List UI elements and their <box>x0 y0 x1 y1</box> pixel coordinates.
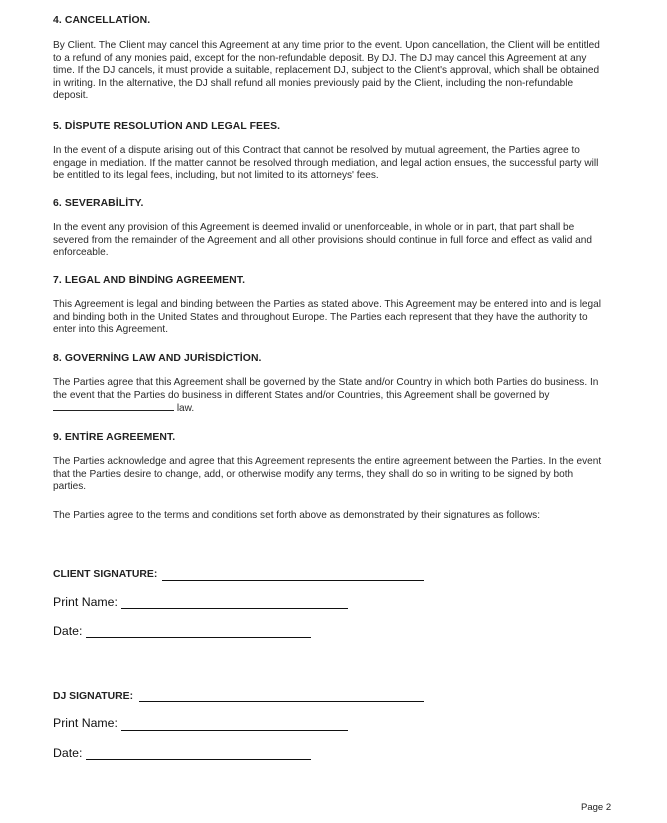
dj-signature-label: DJ SIGNATURE: <box>53 691 134 702</box>
governing-law-suffix: law. <box>176 403 195 414</box>
dj-signature-line[interactable] <box>139 701 424 702</box>
section-body: This Agreement is legal and binding between the Parties as stated above. This Agreement may be entered into and is legal and binding both in the United States and throughout Europe. The Parties each represent that they have the authority to enter into this Agreement. <box>53 299 602 335</box>
page-number: Page 2 <box>581 802 612 813</box>
closing-text: The Parties agree to the terms and conditions set forth above as demonstrated by their signatures as follows: <box>53 510 541 521</box>
section-body: By Client. The Client may cancel this Agreement at any time prior to the event. Upon cancellation, the Client will be entitled to a refund of any monies paid, except for the non-refundable deposit. By DJ. The DJ may cancel this Agreement at any time. If the DJ cancels, it must provide a suitable, replacement DJ, subject to the Client's approval, which shall be obtained in writing. In the alternative, the DJ shall refund all monies previously paid by the Client, including the non-refundable deposit. <box>53 40 600 101</box>
client-print-name-line[interactable] <box>121 608 348 609</box>
section-body: In the event of a dispute arising out of this Contract that cannot be resolved by mutual agreement, the Parties agree to engage in mediation. If the matter cannot be resolved through mediation, and legal action ensues, the successful party will be entitled to its legal fees, including, but not limited to its attorneys' fees. <box>53 145 599 181</box>
section-heading: 7. LEGAL AND BİNDİNG AGREEMENT. <box>53 275 246 286</box>
dj-date-label: Date: <box>53 746 83 760</box>
client-signature-line[interactable] <box>162 580 424 581</box>
section-governing-law <box>53 352 608 416</box>
section-severability <box>53 197 608 260</box>
client-signature-label: CLIENT SIGNATURE: <box>53 569 158 580</box>
dj-print-name-label: Print Name: <box>53 716 118 730</box>
section-body <box>53 377 608 416</box>
section-body: The Parties acknowledge and agree that this Agreement represents the entire agreement between the Parties. In the event that the Parties desire to change, add, or otherwise modify any terms, they shall do so in writing to be signed by both parties. <box>53 456 602 492</box>
section-heading: 9. ENTİRE AGREEMENT. <box>53 432 176 443</box>
dj-date-line[interactable] <box>86 759 311 760</box>
section-heading: 8. GOVERNİNG LAW AND JURİSDİCTİON. <box>53 353 262 364</box>
dj-print-name-line[interactable] <box>121 730 348 731</box>
section-heading: 5. DİSPUTE RESOLUTİON AND LEGAL FEES. <box>53 121 281 132</box>
section-heading: 6. SEVERABİLİTY. <box>53 198 144 209</box>
client-date-label: Date: <box>53 624 83 638</box>
section-dispute-resolution <box>53 120 608 183</box>
client-print-name-label: Print Name: <box>53 595 118 609</box>
section-heading: 4. CANCELLATİON. <box>53 15 151 26</box>
closing-statement <box>53 510 608 523</box>
client-date-line[interactable] <box>86 637 311 638</box>
section-cancellation <box>53 14 608 103</box>
section-entire-agreement <box>53 431 608 494</box>
governing-law-blank <box>53 402 174 411</box>
section-body: In the event any provision of this Agreement is deemed invalid or unenforceable, in whole or in part, that part shall be severed from the remainder of the Agreement and all other provisions should continue in full force and effect as valid and enforceable. <box>53 222 593 258</box>
governing-law-text: The Parties agree that this Agreement shall be governed by the State and/or Country in which both Parties do business. In the event that the Parties do business in different States and/or Countries, this Agreement shall be governed by <box>53 377 599 401</box>
section-legal-binding <box>53 274 608 337</box>
